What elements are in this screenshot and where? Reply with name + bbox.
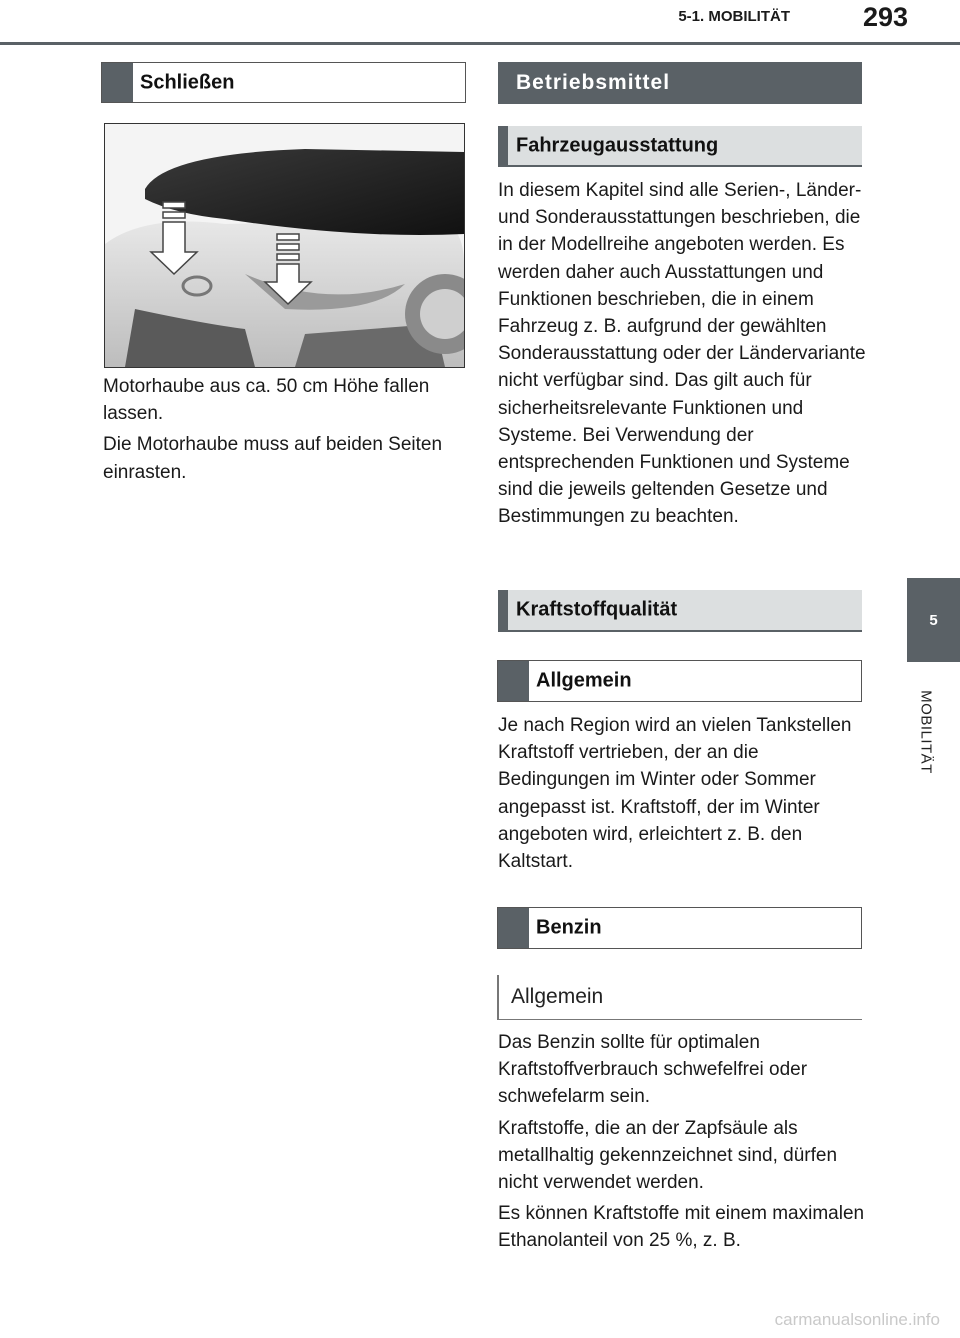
heading-allgemein	[497, 660, 862, 702]
heading-benzin-text: Benzin	[536, 916, 602, 939]
watermark: carmanualsonline.info	[774, 1310, 940, 1329]
chapter-tab	[907, 578, 960, 662]
left-text-block	[103, 373, 468, 486]
page-number: 293	[862, 2, 908, 32]
subheading-benzin-allgemein-text: Allgemein	[511, 985, 604, 1008]
paragraph: Es können Kraftstoffe mit einem maximalen Ethanolanteil von 25 %, z. B.	[498, 1203, 865, 1252]
heading-marker	[498, 126, 508, 165]
fahrzeug-text-block	[498, 177, 866, 531]
heading-betriebsmittel-text: Betriebsmittel	[516, 71, 671, 94]
hood-closing-figure	[104, 123, 465, 368]
heading-marker	[102, 63, 133, 102]
subheading-benzin-allgemein	[497, 975, 862, 1020]
heading-fahrzeugausstattung-text: Fahrzeugausstattung	[516, 134, 719, 156]
heading-kraftstoffqualitaet-text: Kraftstoffqualität	[516, 598, 678, 621]
paragraph: Das Benzin sollte für optimalen Kraftstoffverbrauch schwefelfrei oder schwefelarm sein.	[498, 1032, 808, 1108]
heading-fahrzeugausstattung	[498, 126, 862, 167]
paragraph: Kraftstoffe, die an der Zapfsäule als metallhaltig gekennzeichnet sind, dürfen nicht verwendet werden.	[498, 1117, 838, 1194]
heading-kraftstoffqualitaet	[498, 590, 862, 632]
chapter-tab-label: MOBILITÄT	[917, 690, 935, 774]
heading-betriebsmittel	[498, 62, 862, 104]
paragraph: Die Motorhaube muss auf beiden Seiten einrasten.	[103, 434, 443, 483]
paragraph: Motorhaube aus ca. 50 cm Höhe fallen lassen.	[103, 376, 430, 425]
heading-marker	[498, 908, 529, 948]
heading-schliessen-text: Schließen	[140, 71, 235, 93]
header-section-title: 5-1. MOBILITÄT	[678, 8, 790, 25]
heading-benzin	[497, 907, 862, 949]
paragraph: In diesem Kapitel sind alle Serien-, Länder- und Sonderausstattungen beschrieben, die in der Modellreihe angeboten werden. Es werden daher auch Ausstattungen und Funktionen beschrieben, die in einem Fahrzeug z. B. aufgrund der gewählten Sonderausstattung oder der Ländervariante nicht verfügbar sind. Das gilt auch für sicherheitsrelevante Funktionen und Systeme. Bei Verwendung der entsprechenden Funktionen und Systeme sind die jeweils geltenden Gesetze und Bestimmungen zu beachten.	[498, 180, 866, 528]
paragraph: Je nach Region wird an vielen Tankstellen Kraftstoff vertrieben, der an die Bedingungen im Winter oder Sommer angepasst ist. Kraftstoff, der im Winter angeboten wird, erleichtert z. B. den Kaltstart.	[498, 715, 852, 873]
header-divider	[0, 42, 960, 45]
heading-marker	[498, 590, 508, 630]
heading-marker	[498, 661, 529, 701]
heading-schliessen	[101, 62, 466, 103]
chapter-tab-number: 5	[929, 611, 938, 629]
benzin-text-block	[498, 1029, 866, 1255]
heading-allgemein-text: Allgemein	[536, 669, 632, 692]
allgemein-text-block	[498, 712, 866, 875]
chapter-tab-label-container	[900, 672, 952, 792]
car-hood-closing-illustration-icon	[105, 124, 464, 367]
